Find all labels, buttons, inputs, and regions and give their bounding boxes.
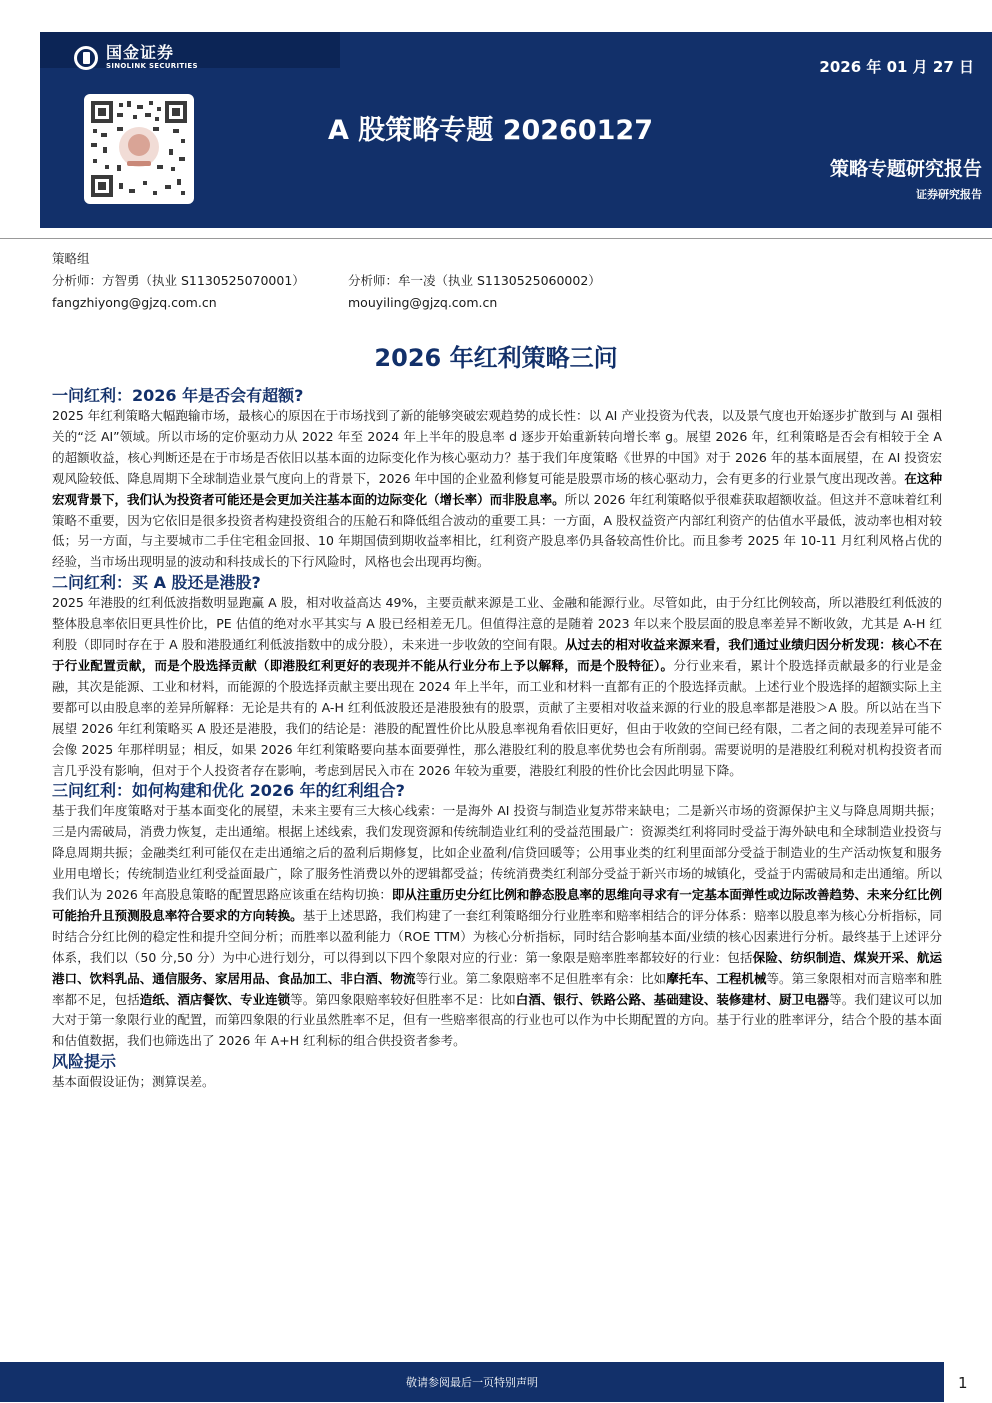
- report-date: 2026 年 01 月 27 日: [819, 58, 974, 76]
- analyst-1-email[interactable]: fangzhiyong@gjzq.com.cn: [52, 295, 217, 310]
- risk-text: 基本面假设证伪；测算误差。: [52, 1074, 215, 1090]
- analyst-1: 分析师：方智勇（执业 S1130525070001）: [52, 273, 305, 288]
- section-1-text: 2025 年红利策略大幅跑输市场，最核心的原因在于市场找到了新的能够突破宏观趋势的成长性：以 AI 产业投资为代表，以及景气度也开始逐步扩散到与 AI 强相关的“泛 AI”领域。所以市场的定价驱动力从 2022 年至 2024 年上半年的股息率 d 逐步开始重新转向增长率 g。展望 2026 年，红利策略是否会有相较于全 A 的超额收益，核心判断还是在于市场是否依旧以基本面的边际变化作为核心驱动力？基于我们年度策略《世界的中国》对于 2026 年的基本面展望，在 AI 投资宏观风险较低、降息周期下全球制造业景气度向上的背景下，2026 年中国的企业盈利修复可能是股票市场的核心驱动力，会有更多的行业景气度出现改善。在这种宏观背景下，我们认为投资者可能还是会更加关注基本面的边际变化（增长率）而非股息率。所以 2026 年红利策略似乎很难获取超额收益。但这并不意味着红利策略不重要，因为它依旧是很多投资者构建投资组合的压舱石和降低组合波动的重要工具：一方面，A 股权益资产内部红利资产的估值水平最低，波动率也相对较低；另一方面，与主要城市二手住宅租金回报、10 年期国债到期收益率相比，红利资产股息率仍具备较高性价比。而且参考 2025 年 10-11 月红利风格占优的经验，当市场出现明显的波动和科技成长的下行风险时，风格也会出现再均衡。: [52, 408, 942, 570]
- section-1-heading: 一问红利：2026 年是否会有超额?: [52, 386, 304, 405]
- report-type: 策略专题研究报告: [829, 158, 982, 180]
- qr-code-icon: [84, 94, 194, 204]
- section-2-text: 2025 年港股的红利低波指数明显跑赢 A 股，相对收益高达 49%，主要贡献来源是工业、金融和能源行业。尽管如此，由于分红比例较高，所以港股红利低波的整体股息率依旧更具性价比，PE 估值的绝对水平其实与 A 股已经相差无几。但值得注意的是随着 2023 年以来个股层面的股息率差异不断收敛，尤其是 A-H 红利股（即同时存在于 A 股和港股通红利低波指数中的成分股），未来进一步收敛的空间有限。从过去的相对收益来源来看，我们通过业绩归因分析发现：核心不在于行业配置贡献，而是个股选择贡献（即港股红利更好的表现并不能从行业分布上予以解释，而是个股特征）。分行业来看，累计个股选择贡献最多的行业是金融，其次是能源、工业和材料，而能源的个股选择贡献主要出现在 2024 年上半年，而工业和材料一直都有正的个股选择贡献。上述行业个股选择的超额实际上主要都可以由股息率的差异所解释：无论是共有的 A-H 红利低波股还是港股独有的股票，贡献了主要相对收益来源的行业的股息率都是港股＞A 股。所以站在当下展望 2026 年红利策略买 A 股还是港股，我们的结论是：港股的配置性价比从股息率视角看依旧更好，但由于收敛的空间已经有限，二者之间的表现差异可能不会像 2025 年那样明显；相反，如果 2026 年红利策略要向基本面要弹性，那么港股红利的股息率优势也会有所削弱。需要说明的是港股红利税对机构投资者而言几乎没有影响，但对于个人投资者存在影响，考虑到居民入市在 2026 年较为重要，港股红利股的性价比会因此明显下降。: [52, 595, 942, 778]
- disclaimer-notice[interactable]: 敬请参阅最后一页特别声明: [406, 1376, 538, 1389]
- sinolink-logo-icon: [74, 46, 98, 70]
- section-2-heading: 二问红利：买 A 股还是港股?: [52, 573, 261, 593]
- brand-name-en: SINOLINK SECURITIES: [106, 62, 198, 70]
- team-name: 策略组: [52, 251, 90, 266]
- report-subtype: 证券研究报告: [916, 188, 982, 201]
- document-title: 2026 年红利策略三问: [374, 344, 618, 372]
- page-number: 1: [958, 1374, 968, 1392]
- analyst-2: 分析师：牟一凌（执业 S1130525060002）: [348, 273, 601, 288]
- section-3-heading: 三问红利：如何构建和优化 2026 年的红利组合?: [52, 781, 405, 801]
- report-title: A 股策略专题 20260127: [328, 115, 653, 146]
- header-divider: [0, 238, 992, 239]
- analyst-block: [52, 248, 952, 314]
- risk-heading: 风险提示: [52, 1052, 117, 1072]
- report-body: [52, 386, 942, 1093]
- analyst-2-email[interactable]: mouyiling@gjzq.com.cn: [348, 295, 498, 310]
- brand-name-cn: 国金证券: [106, 43, 175, 62]
- section-3-text: 基于我们年度策略对于基本面变化的展望，未来主要有三大核心线索：一是海外 AI 投资与制造业复苏带来缺电；二是新兴市场的资源保护主义与降息周期共振；三是内需破局，消费力恢复，走出通缩。根据上述线索，我们发现资源和传统制造业红利的受益范围最广：资源类红利将同时受益于海外缺电和全球制造业投资与降息周期共振；金融类红利可能仅在走出通缩之后的盈利后期修复，比如企业盈利/信贷回暖等；公用事业类的红利里面部分受益于制造业的生产活动恢复和服务业用电增长；传统制造业红利受益面最广，除了服务性消费以外的逻辑都受益；传统消费类红利部分受益于新兴市场的城镇化，受益于内需破局和走出通缩。所以我们认为 2026 年高股息策略的配置思路应该重在结构切换：即从注重历史分红比例和静态股息率的思维向寻求有一定基本面弹性或边际改善趋势、未来分红比例可能抬升且预测股息率符合要求的方向转换。基于上述思路，我们构建了一套红利策略细分行业胜率和赔率相结合的评分体系：赔率以股息率为核心分析指标，同时结合分红比例的稳定性和提升空间分析；而胜率以盈利能力（ROE TTM）为核心分析指标，同时结合影响基本面/业绩的核心因素进行分析。最终基于上述评分体系，我们以（50 分,50 分）为中心进行划分，可以得到以下四个象限对应的行业：第一象限是赔率胜率都较好的行业：包括保险、纺织制造、煤炭开采、航运港口、饮料乳品、通信服务、家居用品、食品加工、非白酒、物流等行业。第二象限赔率不足但胜率有余：比如摩托车、工程机械等。第三象限相对而言赔率和胜率都不足，包括造纸、酒店餐饮、专业连锁等。第四象限赔率较好但胜率不足：比如白酒、银行、铁路公路、基础建设、装修建材、厨卫电器等。我们建议可以加大对于第一象限行业的配置，而第四象限的行业虽然胜率不足，但有一些赔率很高的行业也可以作为中长期配置的方向。基于行业的胜率评分，结合个股的基本面和估值数据，我们也筛选出了 2026 年 A+H 红利标的组合供投资者参考。: [52, 803, 942, 1049]
- brand-logo: [74, 44, 198, 71]
